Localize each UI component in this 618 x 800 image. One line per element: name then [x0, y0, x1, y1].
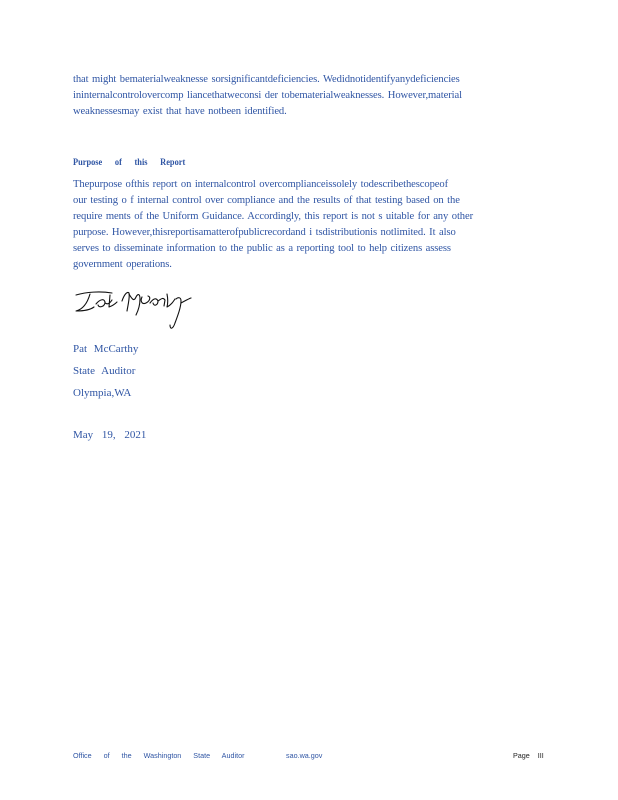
section-heading: Purpose of this Report	[73, 158, 186, 168]
purpose-line: purpose. However,thisreportisamatterofpublicrecordand i tsdistributionis notlimited. It also	[73, 227, 456, 238]
purpose-line: require ments of the Uniform Guidance. Accordingly, this report is not s uitable for any other	[73, 211, 474, 222]
purpose-line: our testing o f internal control over compliance and the results of that testing based on the	[73, 195, 460, 206]
intro-line: ininternalcontrolovercomp liancethatweconsi der tobematerialweaknesses. However,material	[73, 90, 462, 101]
footer-page-label: Page	[513, 751, 530, 760]
purpose-line: government operations.	[73, 259, 172, 270]
purpose-line: serves to disseminate information to the public as a reporting tool to help citizens assess	[73, 243, 451, 254]
page-footer	[73, 751, 545, 763]
footer-office: Office of the Washington State Auditor	[73, 751, 245, 760]
footer-page-number: III	[537, 751, 544, 760]
signatory-block	[73, 338, 138, 404]
purpose-line: Thepurpose ofthis report on internalcontrol overcomplianceissolely todescribethescopeof	[73, 179, 449, 190]
footer-website: sao.wa.gov	[286, 751, 323, 760]
intro-paragraph	[73, 72, 523, 120]
intro-line: that might bematerialweaknesse sorsignificantdeficiencies. Wedidnotidentifyanydeficiencies	[73, 74, 460, 85]
signatory-name: Pat McCarthy	[73, 343, 139, 355]
handwritten-signature	[72, 285, 197, 335]
footer-page	[513, 751, 544, 760]
intro-line: weaknessesmay exist that have notbeen identified.	[73, 106, 287, 117]
signatory-location: Olympia,WA	[73, 387, 132, 399]
signatory-title: State Auditor	[73, 365, 136, 377]
purpose-paragraph	[73, 177, 523, 273]
report-date: May 19, 2021	[73, 429, 147, 441]
